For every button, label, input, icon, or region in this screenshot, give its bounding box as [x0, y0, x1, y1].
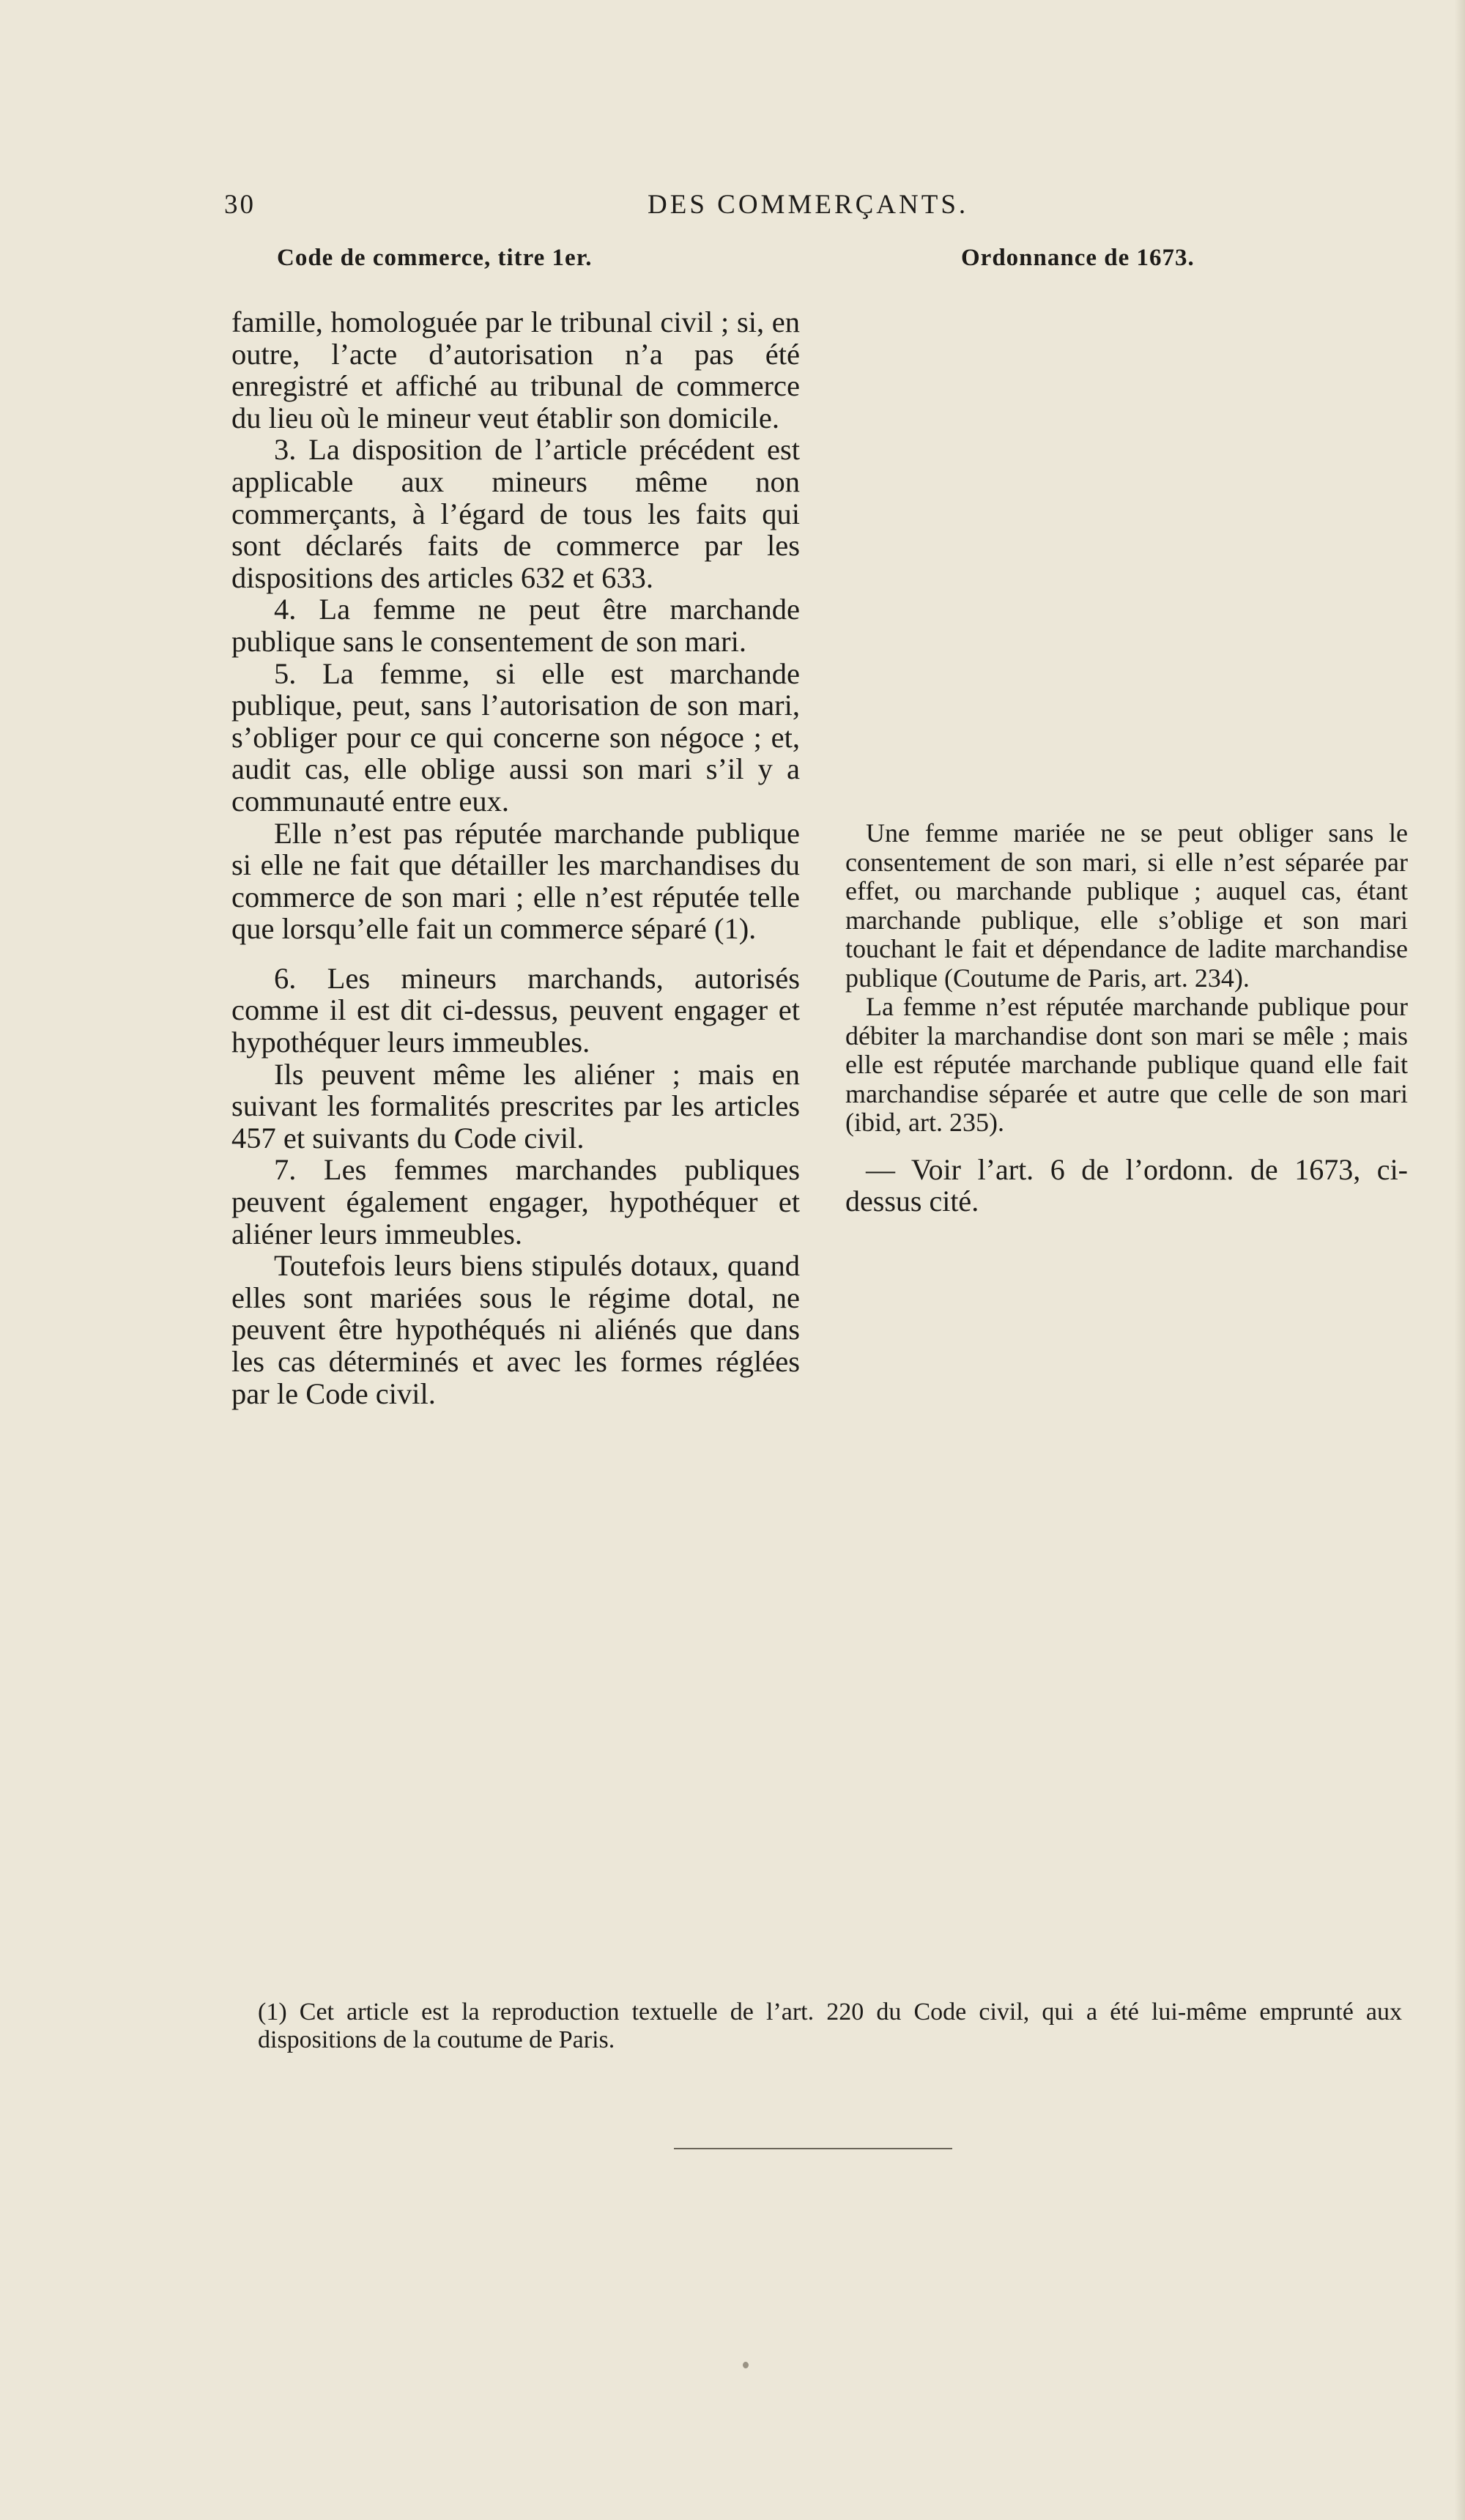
page-edge — [1455, 0, 1465, 2520]
ink-speck — [743, 2362, 749, 2368]
footnote — [258, 1998, 1402, 2054]
footnote-text: (1) Cet article est la reproduction textuelle de l’art. 220 du Code civil, qui a été lui-même emprunté aux dispositions de la coutume de Paris. — [258, 1998, 1402, 2053]
article-4: 4. La femme ne peut être marchande publique sans le consentement de son mari. — [231, 593, 800, 658]
paragraph: famille, homologuée par le tribunal civil ; si, en outre, l’acte d’autorisation n’a pas été enregistré et affiché au tribunal de commerce du lieu où le mineur veut établir son domicile. — [231, 305, 800, 434]
cross-reference: — Voir l’art. 6 de l’ordonn. de 1673, ci-dessus cité. — [845, 1152, 1408, 1218]
paragraph: La femme n’est réputée marchande publique pour débiter la marchandise dont son mari se mêle ; mais elle est réputée marchande publique quand elle fait marchandise séparée et autre que celle de son mari (ibid, art. 235). — [845, 992, 1408, 1137]
paragraph: Elle n’est pas réputée marchande publique si elle ne fait que détailler les marchandises du commerce de son mari ; elle n’est réputée telle que lorsqu’elle fait un commerce séparé (1). — [231, 816, 800, 946]
paragraph: Une femme mariée ne se peut obliger sans le consentement de son mari, si elle n’est séparée par effet, ou marchande publique ; auquel cas, étant marchande publique, elle s’oblige et son mari touchant le fait et dépendance de ladite marchandise publique (Coutume de Paris, art. 234). — [845, 818, 1408, 993]
page-number: 30 — [224, 190, 256, 220]
left-column — [231, 306, 800, 1409]
divider — [674, 2148, 952, 2149]
right-column — [845, 819, 1408, 1217]
right-column-title: Ordonnance de 1673. — [961, 245, 1195, 271]
article-3: 3. La disposition de l’article précédent est applicable aux mineurs même non commerçants, à l’égard de tous les faits qui sont déclarés faits de commerce par les dispositions des articles 632 et 633. — [231, 433, 800, 594]
paragraph: Toutefois leurs biens stipulés dotaux, quand elles sont mariées sous le régime dotal, ne peuvent être hypothéqués ni aliénés que dans les cas déterminés et avec les formes réglées par le Code civil. — [231, 1249, 800, 1410]
left-column-title: Code de commerce, titre 1er. — [277, 245, 593, 271]
paragraph: Ils peuvent même les aliéner ; mais en suivant les formalités prescrites par les articles 457 et suivants du Code civil. — [231, 1057, 800, 1155]
article-6: 6. Les mineurs marchands, autorisés comme il est dit ci-dessus, peuvent engager et hypothéquer leurs immeubles. — [231, 961, 800, 1059]
running-title: DES COMMERÇANTS. — [648, 190, 969, 220]
article-7: 7. Les femmes marchandes publiques peuvent également engager, hypothéquer et aliéner leurs immeubles. — [231, 1153, 800, 1250]
article-5: 5. La femme, si elle est marchande publique, peut, sans l’autorisation de son mari, s’obliger pour ce qui concerne son négoce ; et, audit cas, elle oblige aussi son mari s’il y a communauté entre eux. — [231, 656, 800, 818]
